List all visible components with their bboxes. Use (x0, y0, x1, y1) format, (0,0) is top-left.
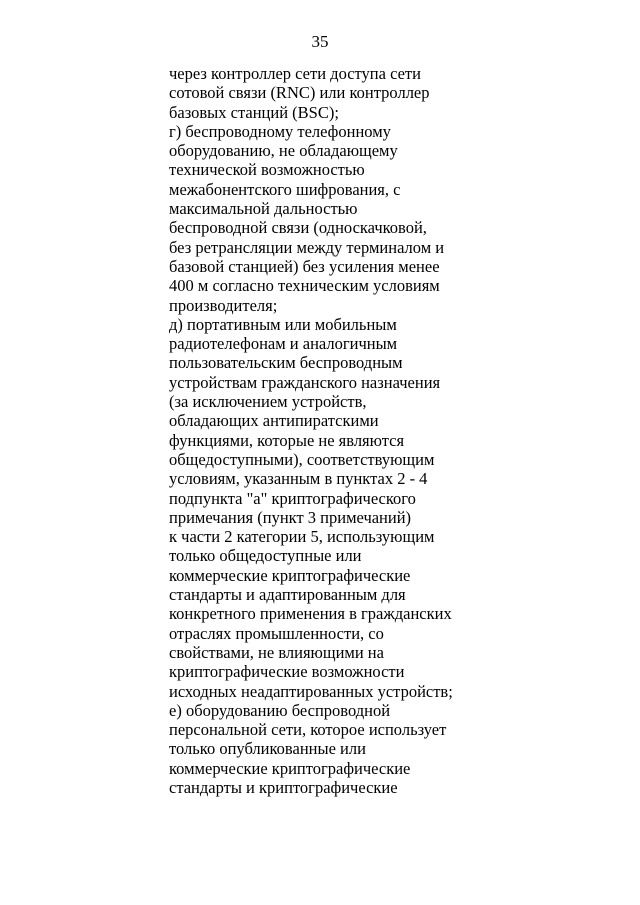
text-line: д) портативным или мобильным (169, 314, 397, 334)
body-text (169, 64, 469, 797)
text-line: оборудованию, не обладающему (169, 141, 398, 161)
text-line: общедоступными), соответствующим (169, 449, 435, 469)
text-line: к части 2 категории 5, использующим (169, 527, 435, 547)
text-line: базовой станцией) без усиления менее (169, 256, 440, 276)
text-line: стандарты и криптографические (169, 777, 398, 797)
text-line: межабонентского шифрования, с (169, 179, 401, 199)
page-number: 35 (311, 32, 329, 51)
text-line: условиям, указанным в пунктах 2 - 4 (169, 469, 428, 489)
text-line: производителя; (169, 295, 278, 315)
text-line: максимальной дальностью (169, 199, 358, 219)
text-line: примечания (пункт 3 примечаний) (169, 507, 412, 527)
text-line: 400 м согласно техническим условиям (169, 276, 440, 296)
text-line: г) беспроводному телефонному (169, 121, 391, 141)
text-line: криптографические возможности (169, 662, 405, 682)
text-line: обладающих антипиратскими (169, 411, 379, 431)
text-line: коммерческие криптографические (169, 565, 411, 585)
text-line: (за исключением устройств, (169, 392, 367, 412)
text-line: радиотелефонам и аналогичным (169, 334, 398, 354)
text-line: персональной сети, которое использует (169, 720, 447, 740)
text-line: только опубликованные или (169, 739, 366, 759)
text-line: исходных неадаптированных устройств; (169, 681, 453, 701)
text-line: пользовательским беспроводным (169, 353, 403, 373)
text-line: технической возможностью (169, 160, 365, 180)
text-line: подпункта "а" криптографического (169, 488, 416, 508)
text-line: свойствами, не влияющими на (169, 642, 384, 662)
text-line: без ретрансляции между терминалом и (169, 237, 445, 257)
text-line: базовых станций (BSC); (169, 102, 339, 122)
text-line: только общедоступные или (169, 546, 362, 566)
text-line: стандарты и адаптированным для (169, 585, 406, 605)
text-line: через контроллер сети доступа сети (169, 64, 421, 83)
text-line: конкретного применения в гражданских (169, 604, 452, 624)
text-line: функциями, которые не являются (169, 430, 405, 450)
text-line: беспроводной связи (односкачковой, (169, 218, 427, 238)
text-line: е) оборудованию беспроводной (169, 700, 391, 720)
text-line: коммерческие криптографические (169, 758, 411, 778)
text-line: устройствам гражданского назначения (169, 372, 441, 392)
text-line: отраслях промышленности, со (169, 623, 384, 643)
text-line: сотовой связи (RNC) или контроллер (169, 83, 430, 103)
